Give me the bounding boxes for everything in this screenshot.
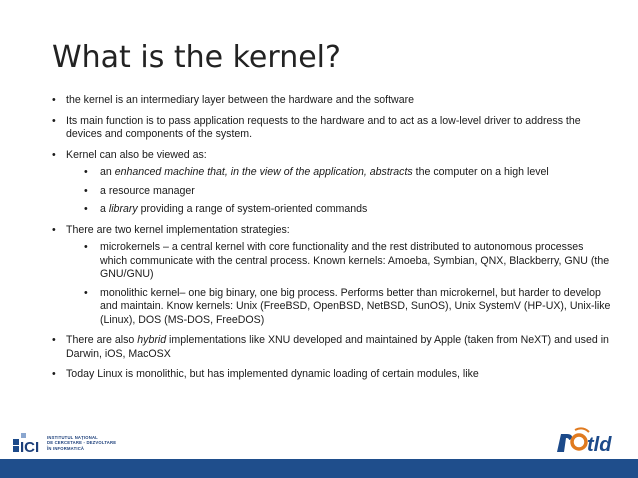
sub-bullet-item (84, 203, 612, 217)
text: a resource manager (100, 184, 195, 197)
bullet-text: Its main function is to pass application requests to the hardware and to act as a low-level driver to address the devices and components of the system. (66, 114, 581, 140)
bullet-text: Kernel can also be viewed as: (66, 148, 207, 161)
ici-mark-icon (13, 433, 43, 453)
bullet-text: There are two kernel implementation strategies: (66, 223, 290, 236)
institute-line: ÎN INFORMATICĂ (47, 445, 85, 451)
bullet-text: the kernel is an intermediary layer between the hardware and the software (66, 94, 415, 106)
text: monolithic kernel– one big binary, one big process. Performs better than microkernel, but harder to develop and maintain. Know kernels: Unix (FreeBSD, OpenBSD, NetBSD, SunOS), Unix SystemV (HP-UX), Unix-like (Linux), DOS (MS-DOS, FreeDOS) (100, 286, 611, 326)
slide-title: What is the kernel? (52, 40, 341, 75)
footer-bar (0, 459, 638, 478)
text: microkernels – a central kernel with core functionality and the rest distributed to autonomous processes which communicate with the central process. Known kernels: Amoeba, Symbian, QNX, Blackberry, GNU (the GNU/GNU) (100, 241, 610, 280)
text: a (100, 203, 109, 215)
sub-bullet-list (66, 241, 612, 327)
svg-text:ICI: ICI (20, 439, 40, 453)
sub-bullet-list (66, 166, 612, 217)
text: There are also (66, 334, 138, 346)
bullet-item (52, 149, 612, 217)
institute-line: DE CERCETARE - DEZVOLTARE (47, 440, 117, 446)
bullet-item (52, 224, 612, 328)
text: an (100, 166, 115, 178)
bullet-item (52, 368, 612, 382)
ici-logo (13, 433, 116, 453)
institute-name (47, 435, 116, 451)
roedu-logo-icon (553, 424, 627, 456)
text: implementations like XNU developed and maintained by Apple (taken from NeXT) and used in Darwin, iOS, MacOSX (66, 334, 609, 360)
institute-line: INSTITUTUL NAȚIONAL (47, 435, 98, 441)
ici-logo-icon (13, 433, 43, 453)
bullet-text: Today Linux is monolithic, but has implemented dynamic loading of certain modules, like (66, 368, 479, 380)
sub-bullet-item (84, 241, 612, 282)
sub-bullet-item (84, 287, 612, 328)
bullet-item (52, 334, 612, 361)
sub-bullet-item (84, 185, 612, 199)
roedu-logo (553, 424, 627, 461)
italic-text: enhanced machine that, in the view of the application, abstracts (114, 166, 413, 178)
svg-text:tld: tld (587, 434, 612, 456)
italic-text: hybrid (137, 334, 167, 346)
bullet-item (52, 115, 612, 142)
text: providing a range of system-oriented commands (137, 203, 368, 215)
sub-bullet-item (84, 166, 612, 180)
text: the computer on a high level (412, 166, 549, 178)
italic-text: library (108, 203, 138, 215)
bullet-item (52, 94, 612, 108)
bullet-list (52, 94, 612, 389)
